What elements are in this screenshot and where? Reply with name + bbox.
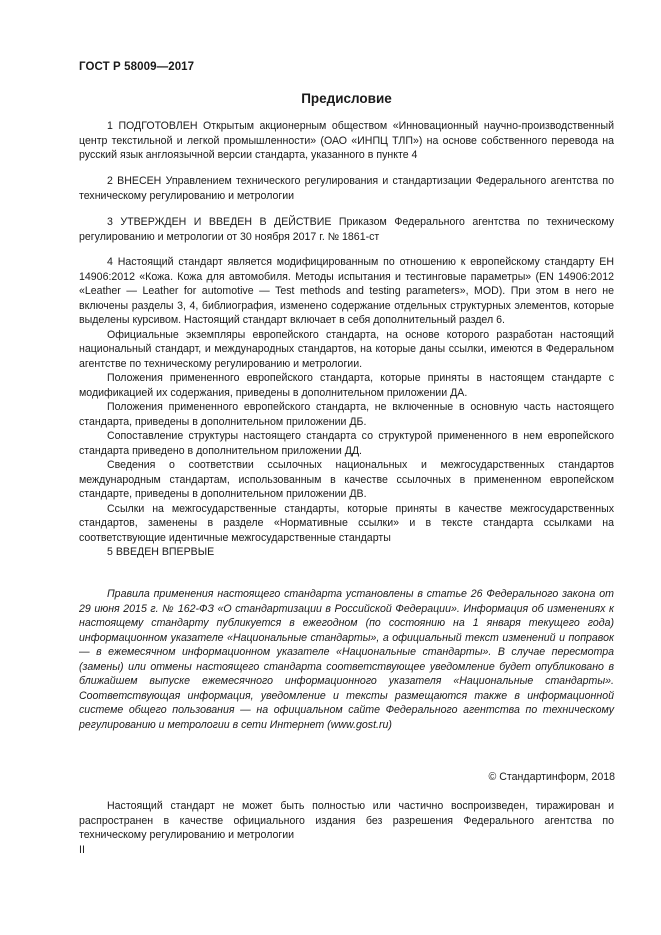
page-number: II [79,844,85,856]
section-3 [79,215,614,244]
page-title [0,91,661,106]
section-3-text: 3 УТВЕРЖДЕН И ВВЕДЕН В ДЕЙСТВИЕ Приказом Федерального агентства по техническому регулированию и метрологии от 30 ноября 2017 г. № 1861-ст [79,216,614,243]
section-4-paragraph: Официальные экземпляры европейского стандарта, на основе которого разработан настоящий национальный стандарт, и международных стандартов, на которые даны ссылки, имеются в Федеральном агентстве по техническому регулированию и метрологии. [79,328,614,370]
rights-text: Настоящий стандарт не может быть полностью или частично воспроизведен, тиражирован и распространен в качестве официального издания без разрешения Федерального агентства по техническому регулированию и метрологии [79,800,614,841]
section-2 [79,174,614,203]
section-4-paragraph: Положения примененного европейского стандарта, которые приняты в настоящем стандарте с модификацией их содержания, приведены в дополнительном приложении ДА. [79,372,614,399]
rights-notice [79,799,614,843]
section-4-paragraph: Ссылки на межгосударственные стандарты, которые приняты в качестве межгосударственных стандартов, заменены в разделе «Нормативные ссылки» и в тексте стандарта ссылками на соответствующие идентичные межгосударственные стандарты [79,502,614,544]
section-1 [79,119,614,163]
section-4-paragraph: Сведения о соответствии ссылочных национальных и межгосударственных стандартов международным стандартам, использованным в качестве ссылочных в примененном европейском стандарте, приведены в дополнительном приложении ДВ. [79,459,614,500]
section-5 [79,545,614,560]
section-4 [79,255,614,545]
section-4-paragraph: 4 Настоящий стандарт является модифицированным по отношению к европейскому стандарту ЕН 14906:2012 «Кожа. Кожа для автомобиля. Методы испытания и тестинговые параметры» (EN 14906:2012 «Leather — Leather for automotive — Test methods and testing parameters», MOD). При этом в него не включены разделы 3, 4, библиография, изменено содержание отдельных структурных элементов, которые выделены курсивом. Настоящий стандарт включает в себя дополнительный раздел 6. [79,256,614,326]
standard-application-notice [79,587,614,732]
notice-text: Правила применения настоящего стандарта установлены в статье 26 Федерального закона от 29 июня 2015 г. № 162-ФЗ «О стандартизации в Российской Федерации». Информация об изменениях к настоящему стандарту публикуется в ежегодном (по состоянию на 1 января текущего года) информационном указателе «Национальные стандарты», а официальный текст изменений и поправок — в ежемесячном информационном указателе «Национальные стандарты». В случае пересмотра (замены) или отмены настоящего стандарта соответствующее уведомление будет опубликовано в ближайшем выпуске ежемесячного информационного указателя «Национальные стандарты». Соответствующая информация, уведомление и тексты размещаются также в информационной системе общего пользования — на официальном сайте Федерального агентства по техническому регулированию и метрологии в сети Интернет (www.gost.ru) [79,588,614,731]
section-4-paragraph: Сопоставление структуры настоящего стандарта со структурой примененного в нем европейского стандарта приведено в дополнительном приложении ДД. [79,430,614,457]
section-2-text: 2 ВНЕСЕН Управлением технического регулирования и стандартизации Федерального агентства по техническому регулированию и метрологии [79,175,614,202]
section-1-text: 1 ПОДГОТОВЛЕН Открытым акционерным обществом «Инновационный научно-производственный центр текстильной и легкой промышленности» (ОАО «ИНПЦ ТЛП») на основе собственного перевода на русский язык англоязычной версии стандарта, указанного в пункте 4 [79,120,614,161]
document-id: ГОСТ Р 58009—2017 [79,61,195,73]
section-4-paragraph: Положения примененного европейского стандарта, не включенные в основную часть настоящего стандарта, приведены в дополнительном приложении ДБ. [79,401,614,428]
copyright-line: © Стандартинформ, 2018 [488,771,615,783]
page-title-text: Предисловие [301,91,392,106]
section-5-text: 5 ВВЕДЕН ВПЕРВЫЕ [107,546,215,558]
